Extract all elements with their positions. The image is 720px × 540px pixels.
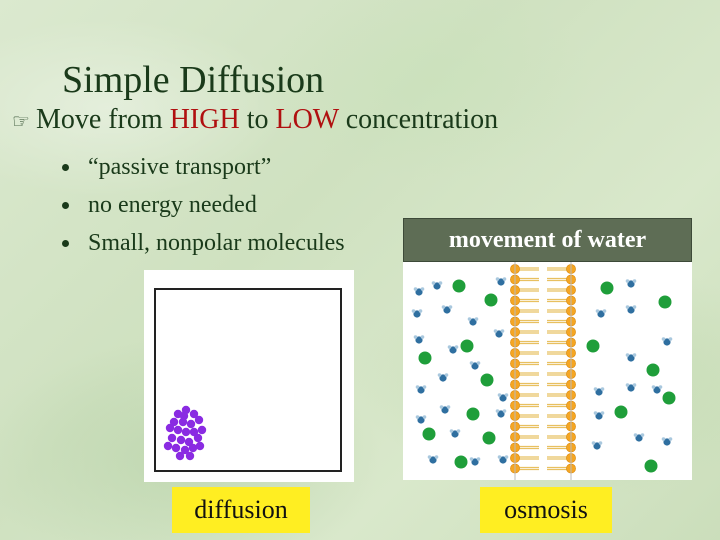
water-hydrogen <box>423 415 427 419</box>
water-hydrogen <box>470 457 474 461</box>
molecule-dot <box>195 416 203 424</box>
water-hydrogen <box>662 337 666 341</box>
subtitle-part3: concentration <box>338 104 499 135</box>
water-hydrogen <box>659 385 663 389</box>
solute-dot <box>423 428 436 441</box>
bullet-item <box>62 148 345 186</box>
molecule-dot <box>166 424 174 432</box>
water-hydrogen <box>601 387 605 391</box>
water-hydrogen <box>477 457 481 461</box>
molecule-dot <box>198 426 206 434</box>
solute-dot <box>461 340 474 353</box>
molecule-dot <box>172 444 180 452</box>
bullet-dot-icon <box>62 240 69 247</box>
slide-title: Simple Diffusion <box>62 59 325 101</box>
bullet-dot-icon <box>62 164 69 171</box>
water-hydrogen <box>594 411 598 415</box>
diffusion-label: diffusion <box>172 487 310 533</box>
water-hydrogen <box>599 441 603 445</box>
water-hydrogen <box>662 437 666 441</box>
molecule-dot <box>168 434 176 442</box>
solute-dot <box>587 340 600 353</box>
water-hydrogen <box>457 429 461 433</box>
water-hydrogen <box>439 281 443 285</box>
water-hydrogen <box>450 429 454 433</box>
molecule-dot <box>186 452 194 460</box>
water-hydrogen <box>592 441 596 445</box>
water-hydrogen <box>594 387 598 391</box>
molecule-dot <box>180 412 188 420</box>
bullet-dot-icon <box>62 202 69 209</box>
osmosis-label: osmosis <box>480 487 612 533</box>
solute-particles <box>419 280 676 473</box>
solute-dot <box>647 364 660 377</box>
water-hydrogen <box>468 317 472 321</box>
water-hydrogen <box>633 279 637 283</box>
solute-dot <box>615 406 628 419</box>
osmosis-figure <box>403 262 692 480</box>
water-hydrogen <box>435 455 439 459</box>
solute-dot <box>455 456 468 469</box>
bullet-text: “passive transport” <box>88 153 272 180</box>
solute-dot <box>467 408 480 421</box>
water-hydrogen <box>498 393 502 397</box>
water-hydrogen <box>503 277 507 281</box>
water-hydrogen <box>669 437 673 441</box>
subtitle-part1: Move from <box>35 104 170 135</box>
diffusion-figure <box>144 270 354 482</box>
water-hydrogen <box>442 305 446 309</box>
solute-dot <box>485 294 498 307</box>
water-hydrogen <box>496 277 500 281</box>
solute-dot <box>659 296 672 309</box>
bullet-list <box>62 148 345 262</box>
subtitle-low: LOW <box>275 104 339 135</box>
water-hydrogen <box>494 329 498 333</box>
solute-dot <box>419 352 432 365</box>
water-hydrogen <box>475 317 479 321</box>
bullet-text: Small, nonpolar molecules <box>88 229 345 256</box>
water-hydrogen <box>634 433 638 437</box>
water-hydrogen <box>633 305 637 309</box>
water-hydrogen <box>633 383 637 387</box>
slide-subtitle <box>12 104 498 136</box>
water-hydrogen <box>428 455 432 459</box>
water-hydrogen <box>438 373 442 377</box>
water-hydrogen <box>505 393 509 397</box>
water-hydrogen <box>432 281 436 285</box>
water-hydrogen <box>440 405 444 409</box>
water-hydrogen <box>601 411 605 415</box>
molecule-dot <box>187 420 195 428</box>
molecule-dot <box>182 428 190 436</box>
diffusion-container <box>154 288 342 472</box>
water-hydrogen <box>641 433 645 437</box>
water-hydrogen <box>603 309 607 313</box>
molecule-dot <box>164 442 172 450</box>
water-hydrogen <box>596 309 600 313</box>
water-hydrogen <box>412 309 416 313</box>
water-hydrogen <box>455 345 459 349</box>
water-hydrogen <box>626 279 630 283</box>
water-molecules <box>412 277 673 465</box>
osmosis-diagram <box>403 262 692 480</box>
water-hydrogen <box>414 287 418 291</box>
water-hydrogen <box>503 409 507 413</box>
water-hydrogen <box>470 361 474 365</box>
water-hydrogen <box>501 329 505 333</box>
water-hydrogen <box>414 335 418 339</box>
water-hydrogen <box>419 309 423 313</box>
solute-dot <box>483 432 496 445</box>
water-hydrogen <box>423 385 427 389</box>
bullet-text: no energy needed <box>88 191 257 218</box>
diffusion-molecules <box>156 290 340 470</box>
molecule-cluster <box>164 406 206 460</box>
bullet-item <box>62 224 345 262</box>
bullet-item <box>62 186 345 224</box>
water-hydrogen <box>626 305 630 309</box>
water-hydrogen <box>421 287 425 291</box>
solute-dot <box>481 374 494 387</box>
water-hydrogen <box>448 345 452 349</box>
solute-dot <box>663 392 676 405</box>
water-hydrogen <box>652 385 656 389</box>
water-hydrogen <box>445 373 449 377</box>
molecule-dot <box>176 452 184 460</box>
water-hydrogen <box>669 337 673 341</box>
water-hydrogen <box>505 455 509 459</box>
molecule-dot <box>196 442 204 450</box>
molecule-dot <box>174 426 182 434</box>
water-hydrogen <box>421 335 425 339</box>
water-hydrogen <box>416 415 420 419</box>
molecule-dot <box>194 434 202 442</box>
water-hydrogen <box>633 353 637 357</box>
solute-dot <box>601 282 614 295</box>
water-hydrogen <box>449 305 453 309</box>
water-hydrogen <box>477 361 481 365</box>
hand-pointer-icon: ☞ <box>12 111 30 133</box>
subtitle-high: HIGH <box>169 104 240 135</box>
water-hydrogen <box>416 385 420 389</box>
solute-dot <box>453 280 466 293</box>
lipid-bilayer <box>510 262 575 480</box>
movement-of-water-banner: movement of water <box>403 218 692 262</box>
molecule-dot <box>177 436 185 444</box>
water-hydrogen <box>498 455 502 459</box>
water-hydrogen <box>496 409 500 413</box>
water-hydrogen <box>626 353 630 357</box>
water-hydrogen <box>447 405 451 409</box>
solute-dot <box>645 460 658 473</box>
subtitle-part2: to <box>239 104 276 135</box>
water-hydrogen <box>626 383 630 387</box>
